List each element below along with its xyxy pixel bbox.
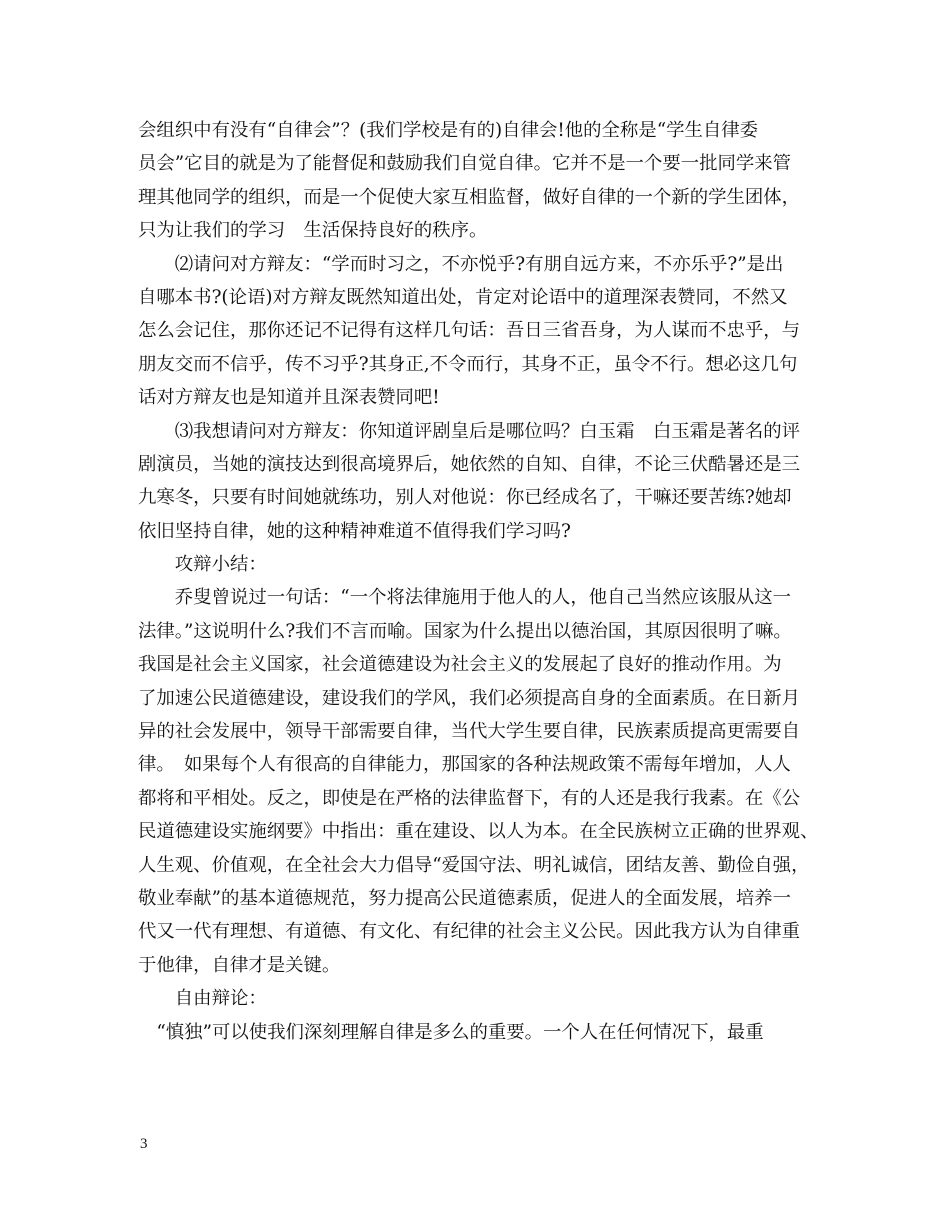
- text-line-22: 民道德建设实施纲要》中指出：重在建设、以人为本。在全民族树立正确的世界观、: [138, 821, 819, 843]
- page-number: 3: [140, 1136, 148, 1152]
- text-line-2: 员会”它目的就是为了能督促和鼓励我们自觉自律。它并不是一个要一批同学来管: [138, 153, 792, 175]
- text-line-13: 依旧坚持自律，她的这种精神难道不值得我们学习吗?: [138, 520, 571, 542]
- text-line-8: 朋友交而不信乎，传不习乎?其身正,不令而行，其身不正，虽令不行。想必这几句: [138, 353, 798, 375]
- text-line-9: 话对方辩友也是知道并且深表赞同吧!: [138, 387, 440, 409]
- text-line-24: 敬业奉献”的基本道德规范，努力提高公民道德素质，促进人的全面发展，培养一: [138, 887, 792, 909]
- text-line-27: 自由辩论：: [138, 988, 267, 1010]
- text-line-25: 代又一代有理想、有道德、有文化、有纪律的社会主义公民。因此我方认为自律重: [138, 921, 801, 943]
- text-line-5: ⑵请问对方辩友：“学而时习之，不亦悦乎?有朋自远方来，不亦乐乎?”是出: [138, 253, 784, 275]
- text-line-11: 剧演员，当她的演技达到很高境界后，她依然的自知、自律，不论三伏酷暑还是三: [138, 453, 801, 475]
- text-line-26: 于他律，自律才是关键。: [138, 954, 341, 976]
- text-line-1: 会组织中有没有“自律会”？(我们学校是有的)自律会!他的全称是“学生自律委: [138, 120, 759, 141]
- text-line-18: 了加速公民道德建设，建设我们的学风，我们必须提高自身的全面素质。在日新月: [138, 687, 801, 709]
- text-line-14: 攻辩小结：: [138, 554, 267, 576]
- text-line-21: 都将和平相处。反之，即使是在严格的法律监督下，有的人还是我行我素。在《公: [138, 787, 801, 809]
- text-line-12: 九寒冬，只要有时间她就练功，别人对他说：你已经成名了，干嘛还要苦练?她却: [138, 487, 792, 509]
- text-line-7: 怎么会记住，那你还记不记得有这样几句话：吾日三省吾身，为人谋而不忠乎，与: [138, 320, 801, 342]
- text-line-4: 只为让我们的学习 生活保持良好的秩序。: [138, 220, 488, 242]
- text-line-17: 我国是社会主义国家，社会道德建设为社会主义的发展起了良好的推动作用。为: [138, 654, 782, 676]
- text-line-15: 乔叟曾说过一句话：“一个将法律施用于他人的人，他自己当然应该服从这一: [138, 587, 792, 609]
- text-line-28: “慎独”可以使我们深刻理解自律是多么的重要。一个人在任何情况下，最重: [138, 1021, 764, 1043]
- text-line-6: 自哪本书?(论语)对方辩友既然知道出处，肯定对论语中的道理深表赞同，不然又: [138, 286, 788, 308]
- text-line-16: 法律。”这说明什么?我们不言而喻。国家为什么提出以德治国，其原因很明了嘛。: [138, 620, 792, 642]
- text-line-10: ⑶我想请问对方辩友：你知道评剧皇后是哪位吗？白玉霜 白玉霜是著名的评: [138, 420, 801, 442]
- text-line-20: 律。 如果每个人有很高的自律能力，那国家的各种法规政策不需每年增加，人人: [138, 754, 791, 776]
- text-line-19: 异的社会发展中，领导干部需要自律，当代大学生要自律，民族素质提高更需要自: [138, 721, 801, 743]
- text-line-23: 人生观、价值观，在全社会大力倡导“爱国守法、明礼诚信，团结友善、勤俭自强，: [138, 854, 810, 876]
- body-text: [138, 114, 818, 1049]
- text-line-3: 理其他同学的组织，而是一个促使大家互相监督，做好自律的一个新的学生团体，: [138, 186, 801, 208]
